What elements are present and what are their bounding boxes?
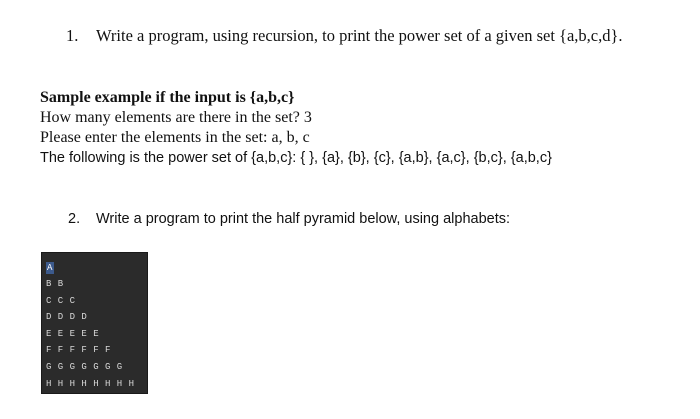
- pyramid-line-4: D D D D: [46, 312, 88, 323]
- pyramid-line-2: B B: [46, 279, 64, 289]
- pyramid-line-6: F F F F F F: [46, 345, 111, 356]
- question-2-number: 2.: [68, 211, 81, 227]
- question-2: [68, 211, 510, 227]
- sample-prompt-elements: Please enter the elements in the set: a, b, c: [40, 129, 310, 146]
- pyramid-output-terminal: [41, 252, 148, 394]
- question-2-text: Write a program to print the half pyramid below, using alphabets:: [96, 211, 511, 227]
- question-1: [66, 26, 623, 46]
- pyramid-line-8: H H H H H H H H: [46, 378, 135, 389]
- question-1-number: 1.: [66, 26, 79, 45]
- question-1-text: Write a program, using recursion, to print the power set of a given set {a,b,c,d}.: [96, 26, 623, 45]
- sample-heading: Sample example if the input is {a,b,c}: [40, 89, 295, 106]
- sample-output: The following is the power set of {a,b,c}: { }, {a}, {b}, {c}, {a,b}, {a,c}, {b,c}, {a,b,c}: [40, 150, 552, 166]
- pyramid-line-1: A: [47, 263, 53, 273]
- sample-prompt-count: How many elements are there in the set? 3: [40, 109, 312, 126]
- pyramid-line-5: E E E E E: [46, 328, 100, 339]
- pyramid-line: [46, 257, 147, 276]
- pyramid-line-7: G G G G G G G: [46, 361, 123, 372]
- sample-example: [40, 88, 552, 168]
- pyramid-line-3: C C C: [46, 295, 76, 306]
